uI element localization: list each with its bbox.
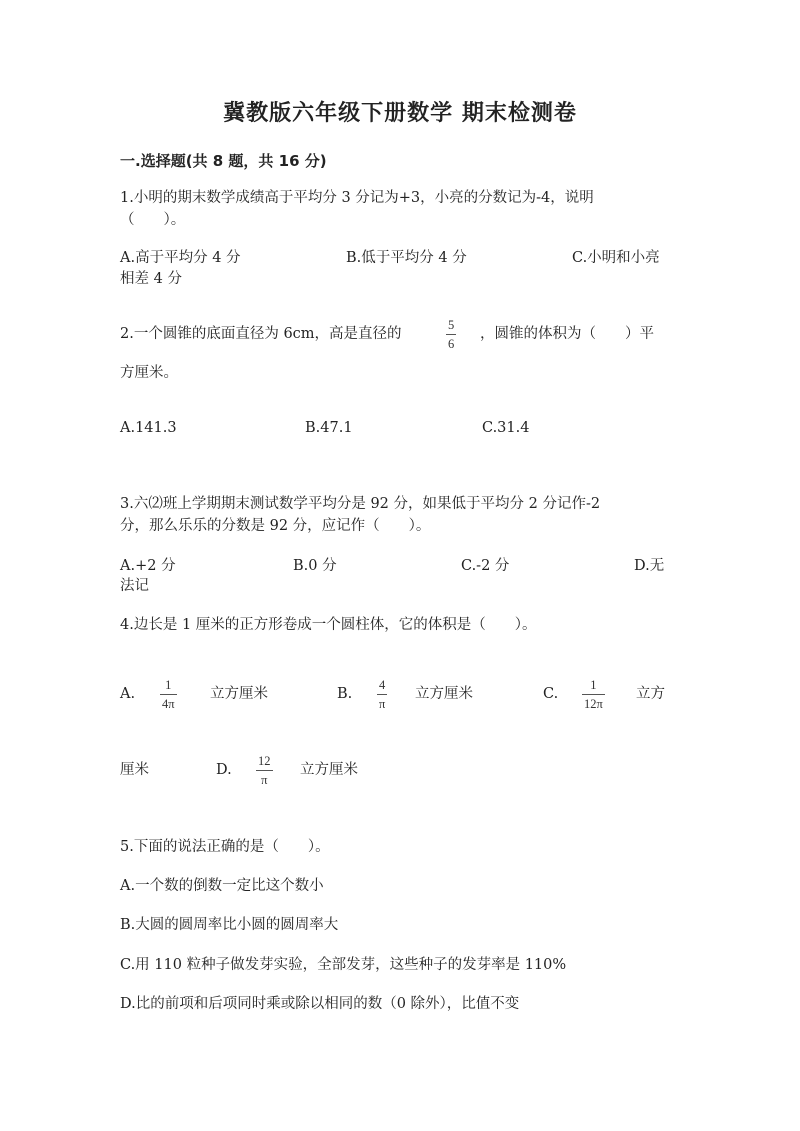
q2-stem-line2: 方厘米。	[120, 365, 178, 381]
q2-option-c[interactable]: C.31.4	[482, 420, 530, 436]
q5-option-d[interactable]: D.比的前项和后项同时乘或除以相同的数（0 除外），比值不变	[120, 996, 520, 1012]
q5-option-c[interactable]: C.用 110 粒种子做发芽实验，全部发芽，这些种子的发芽率是 110%	[120, 957, 567, 973]
q3-option-a[interactable]: A.+2 分	[120, 558, 176, 574]
q1-option-c[interactable]: C.小明和小亮	[572, 250, 660, 266]
fraction-numerator: 4	[379, 678, 386, 692]
q4-option-a-unit: 立方厘米	[210, 686, 268, 702]
q4-option-c[interactable]: C.	[543, 686, 559, 702]
section-heading: 一.选择题(共 8 题，共 16 分)	[120, 152, 327, 170]
page-title: 冀教版六年级下册数学 期末检测卷	[223, 101, 577, 126]
q4-option-a[interactable]: A.	[120, 686, 136, 702]
q2-stem-pre: 2.一个圆锥的底面直径为 6cm，高是直径的	[120, 326, 402, 342]
fraction-bar	[582, 694, 605, 695]
q4-stem: 4.边长是 1 厘米的正方形卷成一个圆柱体，它的体积是（ ）。	[120, 617, 537, 633]
q3-option-c[interactable]: C.-2 分	[461, 558, 510, 574]
q4-option-a-fraction	[160, 678, 177, 711]
q4-option-b[interactable]: B.	[337, 686, 353, 702]
fraction-denominator: π	[261, 773, 268, 787]
fraction-bar	[256, 770, 273, 771]
q3-option-d[interactable]: D.无	[634, 558, 665, 574]
q2-fraction-denominator: 6	[448, 337, 455, 351]
fraction-denominator: 4π	[162, 697, 175, 711]
q5-stem: 5.下面的说法正确的是（ ）。	[120, 839, 330, 855]
q4-option-b-fraction	[377, 678, 387, 711]
fraction-bar	[446, 334, 456, 335]
q4-option-c-unit: 立方	[636, 686, 665, 702]
q1-option-c-cont: 相差 4 分	[120, 271, 182, 287]
q4-option-b-unit: 立方厘米	[415, 686, 473, 702]
q2-option-a[interactable]: A.141.3	[120, 420, 177, 436]
q3-option-d-cont: 法记	[120, 578, 149, 594]
q3-option-b[interactable]: B.0 分	[293, 558, 337, 574]
q4-option-d-fraction	[256, 754, 273, 787]
q1-option-a[interactable]: A.高于平均分 4 分	[120, 250, 241, 266]
fraction-denominator: 12π	[584, 697, 603, 711]
q2-option-b[interactable]: B.47.1	[305, 420, 353, 436]
fraction-bar	[377, 694, 387, 695]
q2-fraction	[446, 318, 456, 351]
q5-option-b[interactable]: B.大圆的圆周率比小圆的圆周率大	[120, 917, 339, 933]
q1-stem-line1: 1.小明的期末数学成绩高于平均分 3 分记为+3，小亮的分数记为-4，说明	[120, 190, 594, 206]
fraction-numerator: 1	[165, 678, 172, 692]
q2-stem-post: ，圆锥的体积为（ ）平	[480, 326, 654, 342]
q3-stem-line1: 3.六⑵班上学期期末测试数学平均分是 92 分，如果低于平均分 2 分记作-2	[120, 496, 601, 512]
fraction-numerator: 12	[258, 754, 271, 768]
q1-option-b[interactable]: B.低于平均分 4 分	[346, 250, 467, 266]
fraction-bar	[160, 694, 177, 695]
q2-fraction-numerator: 5	[448, 318, 455, 332]
q1-stem-line2: （ ）。	[120, 212, 186, 228]
q4-option-d-unit: 立方厘米	[300, 762, 358, 778]
q5-option-a[interactable]: A.一个数的倒数一定比这个数小	[120, 878, 324, 894]
fraction-numerator: 1	[590, 678, 597, 692]
q4-option-c-unit-cont: 厘米	[120, 762, 149, 778]
q4-option-d[interactable]: D.	[216, 762, 232, 778]
q3-stem-line2: 分，那么乐乐的分数是 92 分，应记作（ ）。	[120, 518, 431, 534]
q4-option-c-fraction	[582, 678, 605, 711]
fraction-denominator: π	[379, 697, 386, 711]
